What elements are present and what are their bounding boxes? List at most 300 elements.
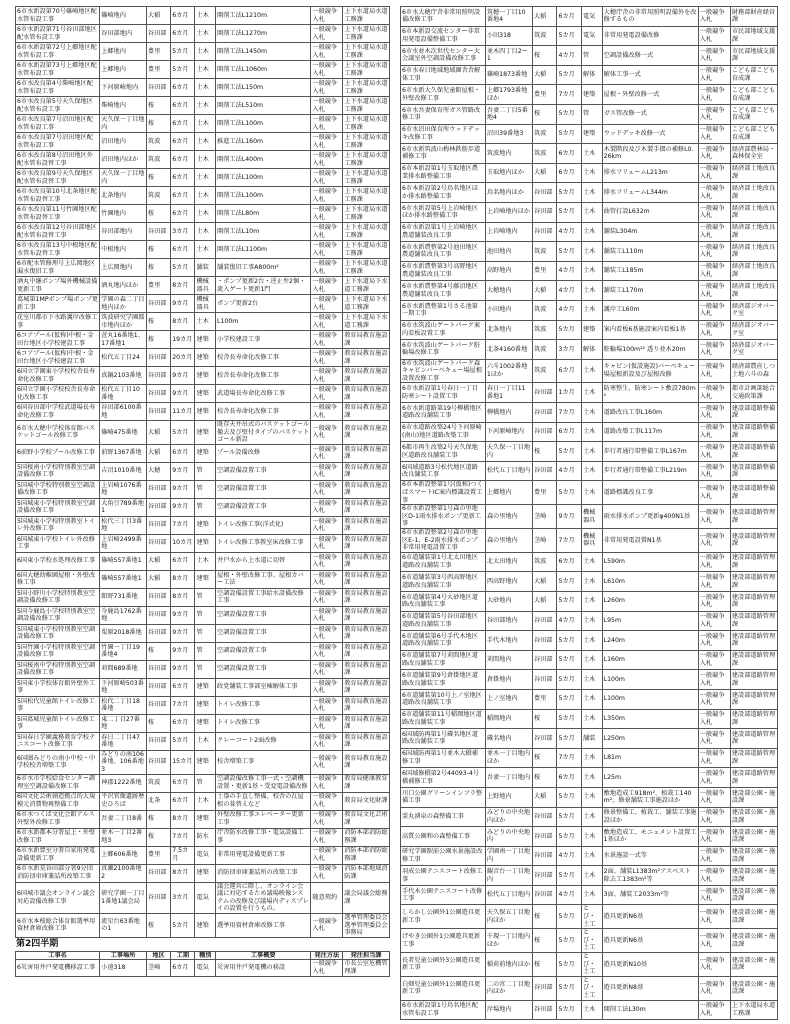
- cell-location: 上岩崎地内ほか: [485, 202, 532, 222]
- table-row: [401, 552, 778, 572]
- cell-project-name: 6国域防再第1号蔵名地区道路改良舗装工事: [401, 729, 486, 749]
- cell-location: 松代五丁目24: [100, 349, 147, 367]
- cell-district: 桜: [532, 748, 557, 768]
- cell-category: 土木: [581, 866, 602, 886]
- cell-category: 土木: [581, 403, 602, 423]
- cell-district: 谷田部: [146, 882, 170, 913]
- table-row: [401, 807, 778, 827]
- cell-ordering-method: 一般競争入札: [698, 340, 730, 360]
- cell-period: 6カ月: [171, 133, 195, 151]
- cell-department: こども部こども育成課: [730, 124, 777, 144]
- cell-location: 北太田地内: [485, 552, 532, 572]
- cell-department: 議会局議会総務課: [343, 882, 390, 913]
- cell-project-name: 6市水改良第13号中根地区配水管布設替工事: [16, 241, 100, 259]
- cell-department: 教育局教育施設課: [344, 661, 388, 677]
- cell-summary: ガス管改修一式: [602, 104, 698, 124]
- cell-summary: L160m: [602, 650, 698, 670]
- cell-summary: 空調設備設置工事: [216, 480, 311, 498]
- cell-summary: 雨水排水ポンプ更新φ400N1基: [602, 505, 698, 529]
- cell-project-name: 6市水筑波山ゲートパーク森キャビンバーベキュー場屋根設置改修工事: [401, 359, 486, 383]
- cell-ordering-method: 一般競争入札: [698, 183, 730, 203]
- table-row: [16, 421, 390, 445]
- cell-period: 5カ月: [557, 929, 582, 953]
- cell-project-name: 6市水筑波山ゲートパーク駐輪場改修工事: [401, 340, 486, 360]
- cell-category: 建築: [195, 385, 216, 403]
- cell-ordering-method: 一般競争入札: [698, 591, 730, 611]
- cell-category: 建築: [195, 714, 216, 732]
- table-row: [401, 261, 778, 281]
- cell-project-name: げやき公園外1公園遊具更新工事: [401, 929, 486, 953]
- cell-summary: 災害用井戸発電機の移設: [216, 960, 311, 976]
- cell-district: 桜: [146, 313, 170, 331]
- cell-department: 建設部道路管理課: [730, 670, 777, 690]
- cell-location: 観音台一丁目地内: [485, 866, 532, 886]
- cell-period: 9カ月: [557, 505, 582, 529]
- cell-ordering-method: 一般競争入札: [698, 846, 730, 866]
- cell-category: 土木: [581, 827, 602, 847]
- cell-project-name: 6国域修橋第2号44093-4号橋補修工事: [401, 768, 486, 788]
- cell-department: 教育局教育施設課: [343, 421, 390, 445]
- cell-period: 6カ月: [171, 169, 195, 187]
- header-department: 発注担当課: [343, 951, 390, 960]
- cell-summary: トイレ改修工事(洋式化): [216, 516, 311, 534]
- cell-district: 大稲: [532, 163, 557, 183]
- cell-category: 管: [195, 642, 216, 660]
- cell-project-name: 6災害用井戸発電機移設工事: [16, 960, 100, 976]
- table-row: [401, 7, 778, 27]
- cell-period: 8カ月: [171, 864, 195, 882]
- cell-location: 松代五丁目地内: [485, 461, 532, 481]
- cell-category: 土木: [581, 631, 602, 651]
- cell-category: 土木: [581, 383, 602, 403]
- cell-department: 教育局文化財課: [343, 792, 390, 810]
- cell-summary: 空調設備設置工事: [216, 498, 311, 516]
- cell-period: 9カ月: [171, 624, 195, 642]
- cell-project-name: 5国城中学校特別教室空調設備改修工事: [16, 480, 100, 498]
- cell-district: 谷田部: [146, 498, 170, 516]
- cell-category: 土木: [195, 61, 216, 79]
- cell-district: 谷田部: [532, 631, 557, 651]
- cell-district: 谷田部: [146, 480, 170, 498]
- cell-location: 北条地内: [100, 187, 147, 205]
- cell-category: とび・土工: [581, 929, 602, 953]
- table-row: [16, 79, 390, 97]
- cell-department: 経済部土地改良課: [730, 242, 777, 262]
- cell-location: 天久保五丁目地内ほか: [485, 905, 532, 929]
- cell-project-name: 6国立学園小学校校舎長寿命化改修工事: [16, 385, 100, 403]
- cell-category: 土木: [581, 144, 602, 164]
- cell-project-name: 6市水新設整第1号森の里地区D-1雨水排水ポンプ更新工事: [401, 505, 486, 529]
- cell-location: 下河原崎503番地: [100, 678, 147, 696]
- cell-ordering-method: 一般競争入札: [698, 7, 730, 27]
- table-row: [16, 913, 390, 937]
- cell-district: 谷田部: [146, 864, 170, 882]
- table-row: [401, 46, 778, 66]
- cell-project-name: 6都市再生改築2号天久保地区道路改良舗装工事: [401, 442, 486, 462]
- cell-district: 谷田部: [532, 202, 557, 222]
- cell-period: 6カ月: [171, 960, 195, 976]
- cell-district: 大穂: [146, 462, 170, 480]
- cell-period: 5カ月: [557, 827, 582, 847]
- cell-department: 上下水道局水道工務課: [730, 1000, 777, 1020]
- cell-category: 土木: [195, 732, 216, 750]
- cell-summary: 道路改良工事L160m: [602, 403, 698, 423]
- table-row: [16, 259, 390, 277]
- cell-ordering-method: 一般競争入札: [698, 611, 730, 631]
- cell-project-name: 6市本新設第2号鳥名地区ほか排水路整備工事: [401, 183, 486, 203]
- cell-project-name: 6市道舗装第5号谷田部地区道路改良舗装工事: [401, 611, 486, 631]
- cell-department: 上下水道局水道工務課: [344, 43, 388, 59]
- cell-department: 教育局教育施設課: [344, 643, 388, 659]
- cell-period: 9カ月: [171, 462, 195, 480]
- table-row: [401, 1000, 778, 1020]
- table-row: [401, 422, 778, 442]
- cell-department: 教育局教育施設課: [344, 589, 388, 605]
- cell-category: 土木: [581, 650, 602, 670]
- cell-district: 桜: [146, 331, 170, 349]
- table-row: [401, 442, 778, 462]
- cell-project-name: 6市水新設第71号谷田部地区配水管布設工事: [16, 25, 100, 43]
- cell-department: 財務部財産経営課: [730, 7, 777, 27]
- cell-summary: ・ポンプ更新2台・逆止弁2個・流入ゲート更新1門: [216, 277, 311, 295]
- table-row: [401, 689, 778, 709]
- cell-district: 桜: [146, 241, 170, 259]
- cell-ordering-method: 一般競争入札: [311, 97, 343, 115]
- cell-category: 土木: [581, 572, 602, 592]
- cell-project-name: 手代木公園テニスコート改修工事: [401, 885, 486, 905]
- cell-period: 4カ月: [557, 885, 582, 905]
- cell-ordering-method: 一般競争入札: [698, 359, 730, 383]
- table-row: [401, 183, 778, 203]
- cell-department: 建設部道路管理課: [730, 611, 777, 631]
- cell-ordering-method: 一般競争入札: [311, 792, 343, 810]
- table-row: [16, 774, 390, 792]
- cell-category: 土木: [581, 807, 602, 827]
- cell-project-name: 6市水新設第1号春日一丁目防寒シート設置工事: [401, 383, 486, 403]
- cell-department: 上下水道局下水道工務課: [344, 277, 388, 293]
- cell-period: 6カ月: [171, 444, 195, 462]
- cell-project-name: 6市水新設第1号鳥名地区配水管布設工事: [401, 1000, 486, 1020]
- cell-district: 谷田部: [532, 611, 557, 631]
- cell-ordering-method: 一般競争入札: [311, 115, 343, 133]
- cell-summary: 既存天井吊式のバスケットゴール撤去及び壁付タイプのバスケットゴール新設: [217, 421, 310, 444]
- cell-ordering-method: 一般競争入札: [311, 606, 343, 624]
- cell-category: 機械器具: [195, 277, 216, 295]
- cell-location: 真瀬2100番地2: [100, 864, 147, 882]
- cell-department: 建設部公園・施設課: [730, 846, 777, 866]
- cell-category: 電気: [581, 7, 602, 27]
- cell-district: 大稲: [532, 787, 557, 807]
- cell-department: 経済部土地改良課: [730, 281, 777, 301]
- cell-ordering-method: 一般競争入札: [311, 552, 343, 570]
- cell-summary: 空調設備設置工事: [216, 642, 311, 660]
- cell-department: 建設部道路管理課: [730, 650, 777, 670]
- cell-period: 6カ月: [171, 552, 195, 570]
- cell-project-name: 5国葛城児童館トイレ改修工事: [16, 714, 100, 732]
- cell-district: 谷田部: [146, 606, 170, 624]
- table-row: [401, 929, 778, 953]
- cell-summary: 空調設備改修工事一式・空調機設置・更新1基・受変電設備改修: [216, 774, 311, 792]
- cell-summary: L260m: [602, 591, 698, 611]
- cell-period: 4カ月: [557, 846, 582, 866]
- cell-period: 5カ月: [557, 807, 582, 827]
- cell-period: 6カ月: [557, 359, 582, 383]
- cell-district: 筑波: [532, 144, 557, 164]
- cell-ordering-method: 一般競争入札: [698, 866, 730, 886]
- cell-district: 筑波: [146, 187, 170, 205]
- cell-ordering-method: 一般競争入札: [311, 223, 343, 241]
- table-row: [401, 320, 778, 340]
- table-row: [401, 124, 778, 144]
- table-row: [401, 787, 778, 807]
- cell-summary: 舗装復旧工事A800m²: [216, 259, 311, 277]
- cell-ordering-method: 一般競争入札: [311, 331, 343, 349]
- cell-period: 1カ月: [557, 383, 582, 403]
- cell-summary: 開削工法L1270m: [216, 25, 311, 43]
- cell-project-name: 6市水改良第9号天久保地区配水管布設替工事: [16, 169, 100, 187]
- cell-project-name: 6市道舗装第11号稲岡地区道路改良舗装工事: [401, 709, 486, 729]
- cell-district: 筑波: [532, 300, 557, 320]
- cell-location: 篠崎地内: [100, 7, 147, 25]
- cell-location: 篠崎475番地: [100, 421, 147, 445]
- cell-district: 桜: [532, 442, 557, 462]
- cell-project-name: 6国谷田部中学校武道場長寿命化改修工事: [16, 403, 100, 421]
- cell-ordering-method: 一般競争入札: [698, 300, 730, 320]
- cell-period: 5カ月: [171, 259, 195, 277]
- cell-department: 教育局教育施設課: [344, 715, 388, 731]
- cell-category: 土木: [195, 552, 216, 570]
- cell-district: 谷田部: [532, 650, 557, 670]
- cell-summary: 舗装工L110m: [602, 242, 698, 262]
- cell-period: 7カ月: [557, 748, 582, 768]
- cell-location: 流星台63番地の1: [100, 913, 147, 937]
- cell-period: 3カ月: [171, 882, 195, 913]
- cell-district: 谷田部: [146, 349, 170, 367]
- cell-ordering-method: 一般競争入札: [698, 670, 730, 690]
- cell-category: 土木: [195, 25, 216, 43]
- cell-summary: 歩行者通行帯整備工事L167m: [602, 442, 698, 462]
- cell-ordering-method: 一般競争入札: [698, 403, 730, 423]
- cell-location: 上岩崎1076番地: [100, 480, 147, 498]
- cell-project-name: 6市水改良第11号竹園地区配水管布設替工事: [16, 205, 100, 223]
- cell-ordering-method: 一般競争入札: [311, 403, 343, 421]
- table-row: [401, 670, 778, 690]
- cell-ordering-method: 一般競争入札: [311, 444, 343, 462]
- cell-location: 高野地内: [485, 261, 532, 281]
- cell-ordering-method: 一般競争入札: [311, 714, 343, 732]
- cell-category: 防水: [195, 828, 216, 846]
- cell-project-name: 5国東小学校体育館外壁外工事: [16, 678, 100, 696]
- cell-summary: プール設備改修: [216, 444, 311, 462]
- header-project-name: 工事名: [16, 951, 100, 960]
- cell-period: 5カ月: [557, 729, 582, 749]
- cell-ordering-method: 一般競争入札: [311, 864, 343, 882]
- cell-period: 5カ月: [557, 242, 582, 262]
- cell-location: 吾妻一丁目地内: [485, 768, 532, 788]
- cell-department: 教育局教育施設課: [344, 535, 388, 551]
- cell-district: 大稲: [532, 65, 557, 85]
- header-category: 種別: [195, 951, 216, 960]
- cell-district: 谷田部: [532, 976, 557, 1000]
- cell-ordering-method: 一般競争入札: [698, 281, 730, 301]
- cell-ordering-method: 一般競争入札: [311, 660, 343, 678]
- cell-summary: 消防団車庫兼詰所の改築工事: [216, 864, 311, 882]
- cell-district: 桜: [146, 714, 170, 732]
- cell-ordering-method: 一般競争入札: [311, 774, 343, 792]
- cell-summary: キャビン(仮設施設)バーベキュー場屋根新設及び屋根改修: [602, 359, 698, 383]
- cell-project-name: 6国域道路3号松代地区道路改良舗装工事: [401, 461, 486, 481]
- cell-period: 4カ月: [557, 611, 582, 631]
- cell-category: 土木: [581, 709, 602, 729]
- cell-ordering-method: 一般競争入札: [311, 570, 343, 588]
- cell-department: 教育局教育施設課: [344, 481, 388, 497]
- cell-department: 経済部ジオパーク室: [730, 300, 777, 320]
- cell-district: 豊里: [146, 846, 170, 864]
- cell-project-name: 6市水改良第12号谷田部地区配水管布設替工事: [16, 223, 100, 241]
- cell-period: 4カ月: [557, 222, 582, 242]
- cell-period: 6カ月: [171, 187, 195, 205]
- cell-category: 建築: [195, 810, 216, 828]
- cell-location: 吾妻二丁目5番地4: [485, 104, 532, 124]
- cell-category: 土木: [581, 281, 602, 301]
- cell-department: 上下水道局水道工務課: [344, 223, 388, 239]
- table-row: [16, 115, 390, 133]
- cell-summary: L95m: [602, 611, 698, 631]
- cell-location: 沼田地内ほか: [100, 151, 147, 169]
- cell-period: 5カ月: [557, 104, 582, 124]
- cell-summary: 選挙用資材倉庫改修工事: [216, 913, 311, 937]
- cell-department: 上下水道局下水道工務課: [344, 313, 388, 329]
- cell-period: 6カ月: [171, 241, 195, 259]
- cell-period: 8カ月: [171, 277, 195, 295]
- cell-department: 建設部公園・施設課: [730, 905, 777, 929]
- cell-project-name: 6市水大穂庁舎非常用照明設備改修工事: [401, 7, 486, 27]
- cell-district: 谷田部: [146, 295, 170, 313]
- cell-district: 谷田部: [146, 223, 170, 241]
- second-half-title: 第2四半期: [16, 938, 59, 949]
- cell-location: 上郷地内: [100, 61, 147, 79]
- cell-category: 建築: [195, 349, 216, 367]
- cell-summary: 開削工法L80m: [216, 205, 311, 223]
- cell-department: 経済部ジオパーク室: [730, 320, 777, 340]
- cell-summary: 開削工法L100m: [216, 169, 311, 187]
- table-row: [401, 461, 778, 481]
- cell-summary: 2面、舗装L1383m²アスベスト除去工1383m²等: [602, 866, 698, 886]
- cell-summary: L100m: [216, 313, 311, 331]
- cell-category: 管: [195, 774, 216, 792]
- cell-district: 桜: [146, 205, 170, 223]
- second-half-table: [15, 951, 390, 977]
- cell-category: 電気: [195, 960, 216, 976]
- cell-department: 教育局教育施設課: [344, 733, 388, 749]
- cell-district: 谷田部: [146, 588, 170, 606]
- cell-category: 建築: [195, 750, 216, 774]
- cell-location: 吉沼1010番地: [100, 462, 147, 480]
- cell-project-name: しらかし公園外1公園遊具更新工事: [401, 905, 486, 929]
- cell-ordering-method: 一般競争入札: [698, 222, 730, 242]
- table-row: [401, 709, 778, 729]
- cell-district: 大稲: [532, 281, 557, 301]
- cell-project-name: 6市水沼田保育所ウッドデッキ改修工事: [401, 124, 486, 144]
- cell-summary: 遊具更新N8基: [602, 976, 698, 1000]
- cell-project-name: 6市水新設第5号上岩崎地区ほか排水路整備工事: [401, 202, 486, 222]
- cell-district: 桜: [532, 104, 557, 124]
- cell-district: 桜: [146, 810, 170, 828]
- cell-district: 桜: [146, 169, 170, 187]
- table-row: [16, 552, 390, 570]
- cell-department: 市長公室危機管理課: [344, 960, 388, 975]
- cell-district: 筑波: [532, 340, 557, 360]
- cell-category: 土木: [581, 202, 602, 222]
- cell-summary: 校舎増築工事: [216, 750, 311, 774]
- cell-district: 谷田部: [532, 885, 557, 905]
- first-half-table-left: [15, 6, 390, 938]
- cell-summary: 空調設備改修一式: [602, 46, 698, 66]
- cell-district: 大稲: [146, 421, 170, 445]
- cell-ordering-method: 一般競争入札: [311, 61, 343, 79]
- cell-district: 桜: [146, 828, 170, 846]
- cell-district: 谷田部: [146, 367, 170, 385]
- cell-department: 上下水道局水道工務課: [344, 7, 388, 23]
- cell-category: 土木: [581, 242, 602, 262]
- cell-department: 経済部土地改良課: [730, 261, 777, 281]
- cell-category: 解体: [581, 340, 602, 360]
- cell-period: 7カ月: [557, 529, 582, 553]
- cell-period: 8カ月: [171, 588, 195, 606]
- cell-project-name: 6市水新設整第2号森の里地区E-1、E-2雨水排水ポンプ非常用発電設置工事: [401, 529, 486, 553]
- cell-category: 土木: [581, 748, 602, 768]
- cell-ordering-method: 一般競争入札: [311, 241, 343, 259]
- cell-department: 教育局教育施設課: [344, 349, 388, 365]
- cell-project-name: 6国立学園東小学校校舎長寿命化改修工事: [16, 367, 100, 385]
- table-row: [401, 611, 778, 631]
- cell-project-name: 6市水改良第5号天久保地区配水管布設工事: [16, 97, 100, 115]
- cell-district: 谷田部: [146, 732, 170, 750]
- cell-ordering-method: 一般競争入札: [311, 367, 343, 385]
- table-row: [16, 714, 390, 732]
- table-row: [16, 462, 390, 480]
- table-row: [401, 631, 778, 651]
- cell-district: 筑波: [532, 124, 557, 144]
- cell-summary: 開削工法L150m: [216, 79, 311, 97]
- cell-ordering-method: 一般競争入札: [698, 242, 730, 262]
- cell-category: 建築: [195, 534, 216, 552]
- table-row: [16, 534, 390, 552]
- cell-department: 市民部地域支援課: [730, 46, 777, 66]
- table-row: [401, 885, 778, 905]
- cell-district: 谷田部: [146, 660, 170, 678]
- cell-category: 建築: [195, 570, 216, 588]
- cell-project-name: 6市水新大久保児童館屋根・外壁改修工事: [401, 85, 486, 105]
- cell-period: 6カ月: [557, 552, 582, 572]
- cell-department: 建設部公園・施設課: [730, 827, 777, 847]
- cell-project-name: 5国桜南中学校特別教室空調設備改修工事: [16, 660, 100, 678]
- table-row: [16, 444, 390, 462]
- cell-ordering-method: 一般競争入札: [698, 1000, 730, 1020]
- cell-summary: 遊具更新N6基: [602, 905, 698, 929]
- cell-district: 大稲: [146, 570, 170, 588]
- cell-category: 電気: [195, 846, 216, 864]
- cell-category: 建築: [195, 864, 216, 882]
- cell-summary: L100m: [602, 689, 698, 709]
- cell-department: 建設部公園・施設課: [730, 807, 777, 827]
- cell-location: 大砂地内: [485, 591, 532, 611]
- cell-project-name: 6市水春日地域地域園舎舎解体工事: [401, 65, 486, 85]
- cell-department: 上下水道局水道工務課: [344, 241, 388, 257]
- cell-summary: 大穂庁舎の非常用照明設備外を改修するもの: [602, 7, 698, 27]
- cell-summary: 解体工事一式: [602, 65, 698, 85]
- cell-project-name: 6国城東小学校トイレ外改修工事: [16, 534, 100, 552]
